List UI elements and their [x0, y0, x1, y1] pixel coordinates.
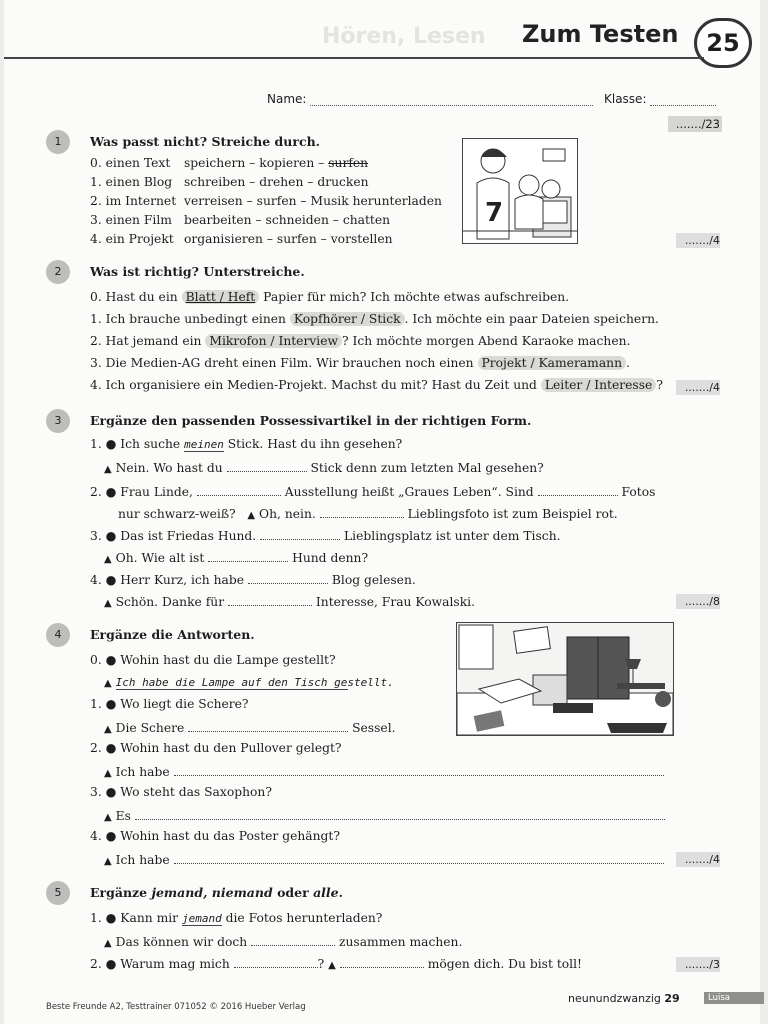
worksheet-page — [4, 0, 760, 1024]
exercise-heading: Was passt nicht? Streiche durch. — [90, 134, 321, 149]
sentence-item: 2. Hat jemand ein Mikrofon / Interview ? Ich möchte morgen Abend Karaoke machen. — [90, 334, 631, 348]
name-label: Name: — [267, 92, 307, 106]
exercise-score: ......./4 — [676, 380, 720, 395]
dialogue-line: 1. ● Kann mir jemand die Fotos herunterladen? — [90, 911, 383, 925]
room-illustration — [456, 622, 674, 736]
answer-blank[interactable] — [320, 505, 404, 518]
dialogue-line: 4. ● Herr Kurz, ich habe Blog gelesen. — [90, 573, 416, 587]
exercise-1 — [46, 130, 686, 250]
sentence-item: 4. Ich organisiere ein Medien-Projekt. Machst du mit? Hast du Zeit und Leiter / Interesse ? — [90, 378, 663, 392]
list-item: 4. ein Projekt — [90, 232, 174, 246]
bleed-through-title: Hören, Lesen — [322, 24, 486, 49]
class-field[interactable] — [604, 92, 716, 106]
kids-at-computer-illustration — [462, 138, 578, 244]
dialogue-line: nur schwarz-weiß? ▲ Oh, nein. Lieblingsfoto ist zum Beispiel rot. — [118, 507, 618, 521]
dialogue-line: 2. ● Frau Linde, Ausstellung heißt „Graues Leben“. Sind Fotos — [90, 485, 656, 499]
choice-option[interactable]: Leiter / Interesse — [541, 378, 656, 392]
exercise-score: ......./3 — [676, 957, 720, 972]
dialogue-line: 3. ● Das ist Friedas Hund. Lieblingsplatz ist unter dem Tisch. — [90, 529, 561, 543]
answer-blank[interactable] — [260, 527, 340, 540]
list-item-words: speichern – kopieren – surfen — [184, 156, 369, 170]
dialogue-line: 1. ● Ich suche meinen Stick. Hast du ihn gesehen? — [90, 437, 403, 451]
list-item: 0. einen Text — [90, 156, 171, 170]
answer-blank[interactable] — [234, 955, 318, 968]
sentence-item: 0. Hast du ein Blatt / Heft Papier für mich? Ich möchte etwas aufschreiben. — [90, 290, 570, 304]
struck-word: surfen — [328, 156, 369, 170]
exercise-3 — [46, 409, 686, 609]
copyright-footer: Beste Freunde A2, Testtrainer 071052 © 2016 Hueber Verlag — [46, 1002, 306, 1012]
list-item-words[interactable]: bearbeiten – schneiden – chatten — [184, 213, 391, 227]
svg-text:7: 7 — [485, 198, 504, 228]
choice-option[interactable]: Blatt / Heft — [182, 290, 260, 304]
exercise-score: ......./8 — [676, 594, 720, 609]
choice-option[interactable]: Projekt / Kameramann — [478, 356, 627, 370]
name-input-line[interactable] — [310, 105, 593, 106]
list-item-words[interactable]: verreisen – surfen – Musik herunterladen — [184, 194, 442, 208]
exercise-heading: Ergänze jemand, niemand oder alle. — [90, 885, 343, 900]
exercise-2 — [46, 260, 686, 400]
answer-line: ▲ Ich habe — [104, 763, 664, 779]
exercise-5 — [46, 881, 686, 981]
answer-blank[interactable] — [340, 955, 424, 968]
list-item-words[interactable]: organisieren – surfen – vorstellen — [184, 232, 393, 246]
page-title: Zum Testen — [522, 20, 679, 48]
choice-option[interactable]: Mikrofon / Interview — [205, 334, 342, 348]
sentence-item: 1. Ich brauche unbedingt einen Kopfhörer / Stick . Ich möchte ein paar Dateien speichern. — [90, 312, 659, 326]
choice-option[interactable]: Kopfhörer / Stick — [290, 312, 405, 326]
answer-line: ▲ Ich habe — [104, 851, 664, 867]
answer-blank[interactable] — [227, 459, 307, 472]
exercise-heading: Was ist richtig? Unterstreiche. — [90, 264, 305, 279]
answer-blank[interactable] — [208, 549, 288, 562]
handwritten-answer: jemand — [181, 912, 222, 925]
list-item: 1. einen Blog — [90, 175, 173, 189]
dialogue-line: ▲ Das können wir doch zusammen machen. — [104, 935, 463, 949]
dialogue-line: ▲ Schön. Danke für Interesse, Frau Kowalski. — [104, 595, 476, 609]
exercise-score: ......./4 — [676, 233, 720, 248]
answer-blank[interactable] — [538, 483, 618, 496]
total-score: ......./23 — [668, 116, 722, 132]
answer-blank[interactable] — [248, 571, 328, 584]
list-item: 2. im Internet — [90, 194, 177, 208]
dialogue-line: ▲ Oh. Wie alt ist Hund denn? — [104, 551, 369, 565]
answer-line: ▲ Die Schere Sessel. — [104, 721, 396, 735]
question-line: 4. ● Wohin hast du das Poster gehängt? — [90, 829, 340, 843]
answer-blank[interactable] — [174, 763, 664, 776]
question-line: 2. ● Wohin hast du den Pullover gelegt? — [90, 741, 342, 755]
sentence-item: 3. Die Medien-AG dreht einen Film. Wir brauchen noch einen Projekt / Kameramann . — [90, 356, 630, 370]
list-item: 3. einen Film — [90, 213, 172, 227]
exercise-score: ......./4 — [676, 852, 720, 867]
exercise-number-badge: 4 — [46, 623, 70, 647]
name-field[interactable] — [267, 92, 593, 106]
exercise-number-badge: 5 — [46, 881, 70, 905]
dialogue-line: 2. ● Warum mag mich ? ▲ mögen dich. Du bist toll! — [90, 957, 582, 971]
page-number-badge: 25 — [694, 18, 752, 68]
answer-blank[interactable] — [228, 593, 312, 606]
dialogue-line: ▲ Nein. Wo hast du Stick denn zum letzten Mal gesehen? — [104, 461, 544, 475]
class-label: Klasse: — [604, 92, 647, 106]
handwritten-answer: Ich habe die Lampe auf den Tisch gestellt. — [115, 676, 394, 689]
exercise-heading: Ergänze den passenden Possessivartikel in der richtigen Form. — [90, 413, 532, 428]
handwritten-answer: meinen — [184, 438, 224, 451]
question-line: 3. ● Wo steht das Saxophon? — [90, 785, 272, 799]
answer-blank[interactable] — [251, 933, 335, 946]
exercise-number-badge: 1 — [46, 130, 70, 154]
exercise-number-badge: 2 — [46, 260, 70, 284]
exercise-heading: Ergänze die Antworten. — [90, 627, 255, 642]
class-input-line[interactable] — [650, 105, 716, 106]
answer-blank[interactable] — [135, 807, 665, 820]
answer-blank[interactable] — [174, 851, 664, 864]
header-rule — [4, 57, 704, 59]
list-item-words[interactable]: schreiben – drehen – drucken — [184, 175, 369, 189]
answer-blank[interactable] — [188, 719, 348, 732]
question-line: 1. ● Wo liegt die Schere? — [90, 697, 249, 711]
answer-line: ▲ Ich habe die Lampe auf den Tisch gestellt. — [104, 676, 394, 689]
page-number-footer: neunundzwanzig 29 — [568, 992, 680, 1005]
answer-line: ▲ Es — [104, 807, 665, 823]
exercise-number-badge: 3 — [46, 409, 70, 433]
question-line: 0. ● Wohin hast du die Lampe gestellt? — [90, 653, 336, 667]
student-tag: Luisa — [704, 992, 764, 1004]
answer-blank[interactable] — [197, 483, 281, 496]
